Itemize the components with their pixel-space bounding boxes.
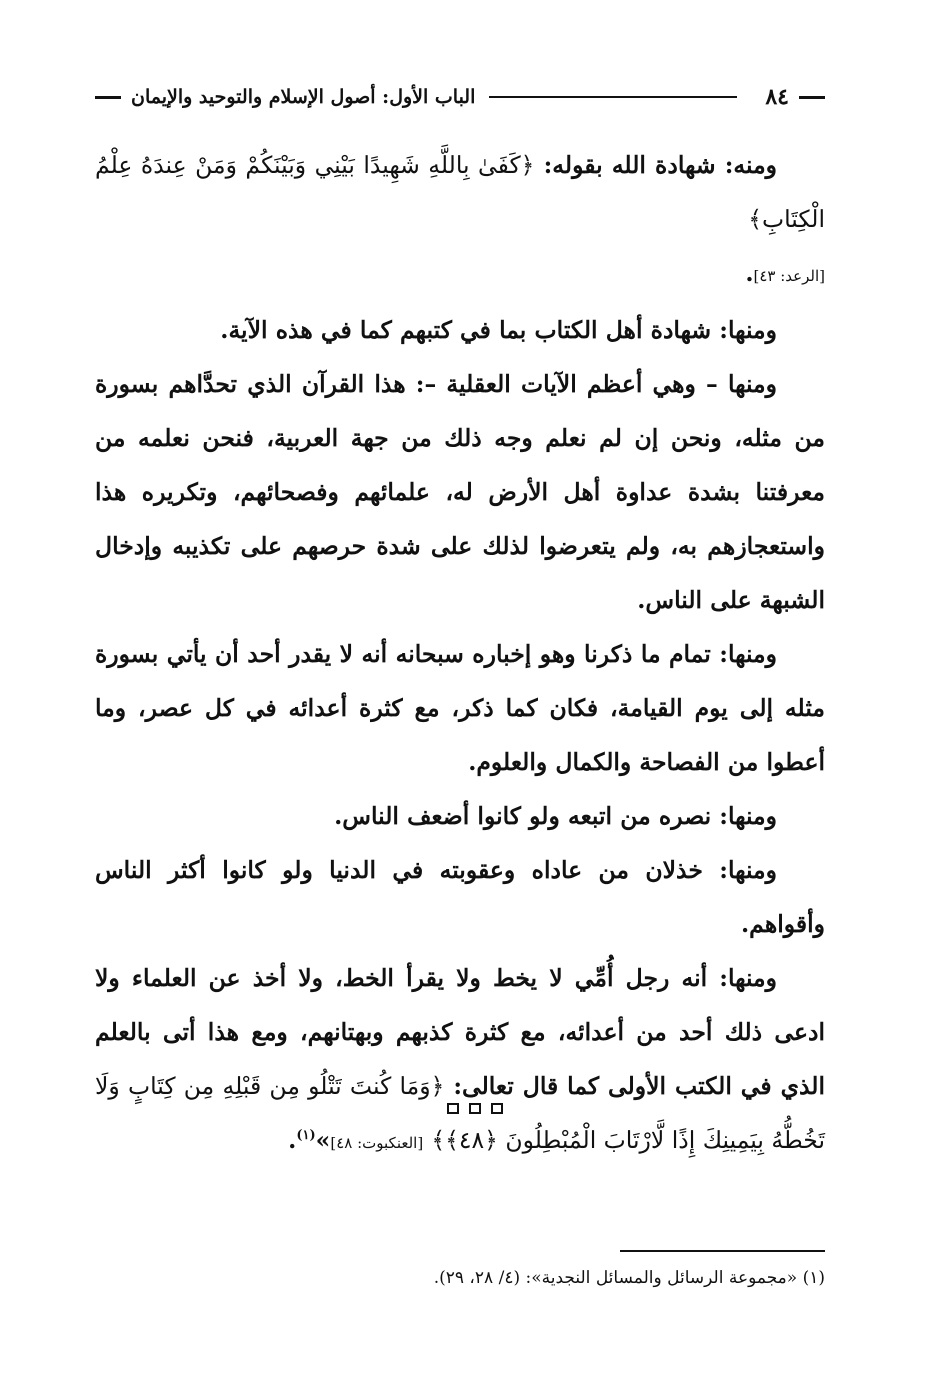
paragraph: ومنها: خذلان من عاداه وعقوبته في الدنيا ولو كانوا أكثر الناس وأقواهم. — [95, 856, 825, 938]
footnote-separator — [620, 1250, 825, 1252]
chapter-title: الباب الأول: أصول الإسلام والتوحيد والإيمان — [131, 86, 476, 108]
main-text — [95, 138, 825, 1170]
header-dash — [95, 96, 121, 99]
paragraph — [95, 138, 825, 303]
header-rule — [489, 96, 737, 98]
paragraph: ومنها: شهادة أهل الكتاب بما في كتبهم كما في هذه الآية. — [220, 316, 777, 344]
paragraph: ومنها: تمام ما ذكرنا وهو إخباره سبحانه أنه لا يقدر أحد أن يأتي بسورة مثله إلى يوم القيامة، فكان كما ذكر، مع كثرة أعدائه في كل عصر، وما أعطوا من الفصاحة والكمال والعلوم. — [95, 640, 825, 776]
paragraph: ومنها – وهي أعظم الآيات العقلية –: هذا القرآن الذي تحدَّاهم بسورة من مثله، ونحن إن لم نعلم وجه ذلك من جهة العربية، فنحن نعلمه من معرفتنا بشدة عداوة أهل الأرض له، علمائهم وفصحائهم، وتكريره هذا واستعجازهم به، ولم يتعرضوا لذلك على شدة حرصهم على تكذيبه وإدخال الشبهة على الناس. — [95, 370, 825, 614]
page-number: ٨٤ — [765, 84, 789, 110]
paragraph-text: ومنه: شهادة الله بقوله: — [534, 151, 777, 179]
verse-citation: [العنكبوت: ٤٨] — [330, 1134, 424, 1152]
paragraph: ومنها: نصره من اتبعه ولو كانوا أضعف الناس. — [334, 802, 777, 830]
running-header — [95, 82, 825, 112]
verse-citation: [الرعد: ٤٣] — [753, 267, 825, 285]
square-ornament-icon — [491, 1103, 503, 1114]
quran-verse: ﴿كَفَىٰ بِاللَّهِ شَهِيدًا بَيْنِي وَبَيْنَكُمْ وَمَنْ عِندَهُ عِلْمُ الْكِتَابِ﴾ — [95, 151, 825, 233]
punctuation: . — [288, 1126, 297, 1154]
punctuation: . — [745, 259, 754, 287]
footnote: (١) «مجموعة الرسائل والمسائل النجدية»: (٤/ ٢٨، ٢٩). — [433, 1268, 825, 1288]
closing-quote: » — [315, 1126, 331, 1154]
square-ornament-icon — [447, 1103, 459, 1114]
footnote-marker: (١) — [296, 1128, 316, 1144]
quran-verse: ﴿وَمَا كُنتَ تَتْلُو مِن قَبْلِهِ مِن كِتَابٍ وَلَا تَخُطُّهُ بِيَمِينِكَ إِذًا لَّارْتَابَ الْمُبْطِلُونَ ﴿٤٨﴾﴾ — [95, 1072, 825, 1154]
square-ornament-icon — [469, 1103, 481, 1114]
section-ornaments — [0, 1098, 950, 1117]
header-dash — [799, 96, 825, 99]
paragraph-text: ومنها: أنه رجل أُمِّي لا يخط ولا يقرأ الخط، ولا أخذ عن العلماء ولا ادعى ذلك أحد من أعدائه، مع كثرة كذبهم وبهتانهم، ومع هذا أتى بالعلم الذي في الكتب الأولى كما قال تعالى: — [95, 964, 825, 1100]
paragraph — [95, 951, 825, 1170]
